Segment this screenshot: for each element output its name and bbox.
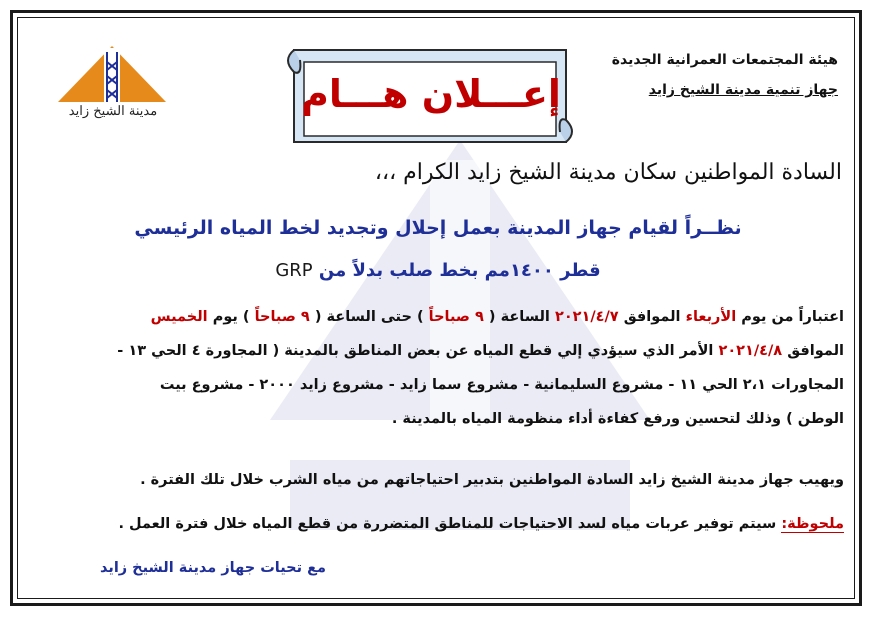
paragraph-line3: المجاورات ٢،١ الحي ١١ - مشروع السليمانية - مشروع سما زايد - مشروع زايد ٢٠٠٠ - مشروع بيت	[159, 377, 844, 393]
main-paragraph	[32, 300, 844, 436]
paragraph-line1	[32, 300, 844, 334]
paragraph-line4: الوطن ) وذلك لتحسين ورفع كفاءة أداء منظومة المياه بالمدينة .	[391, 411, 844, 427]
headline-grp: GRP	[275, 260, 313, 281]
salutation: السادة المواطنين سكان مدينة الشيخ زايد الكرام ،،،	[374, 160, 842, 185]
headline-line1: نظــراً لقيام جهاز المدينة بعمل إحلال وتجديد لخط المياه الرئيسي	[134, 217, 742, 239]
text-segment: الساعة (	[488, 309, 550, 325]
day-wednesday: الأربعاء	[685, 309, 737, 325]
note-label: ملحوظة:	[781, 516, 844, 532]
announcement-title: إعـــلان هـــام	[301, 72, 561, 116]
org-subname: جهاز تنمية مدينة الشيخ زايد	[648, 82, 838, 98]
time-end: ٩ صباحاً	[254, 309, 310, 325]
date-end: ٢٠٢١/٤/٨	[718, 343, 783, 359]
text-segment: ) يوم	[212, 309, 250, 325]
text-segment: اعتباراً من يوم	[741, 309, 844, 325]
advisory-paragraph: ويهيب جهاز مدينة الشيخ زايد السادة المواطنين بتدبير احتياجاتهم من مياه الشرب خلال تلك الفترة .	[140, 472, 844, 488]
paragraph-line2	[32, 334, 844, 368]
note	[32, 516, 844, 532]
time-start: ٩ صباحاً	[428, 309, 484, 325]
org-name: هيئة المجتمعات العمرانية الجديدة	[611, 52, 838, 68]
logo-caption: مدينة الشيخ زايد	[68, 104, 158, 119]
text-segment: الموافق	[623, 309, 681, 325]
text-segment: ) حتى الساعة (	[314, 309, 424, 325]
note-text: سيتم توفير عربات مياه لسد الاحتياجات للمناطق المتضررة من قطع المياه خلال فترة العمل .	[118, 516, 777, 532]
day-thursday: الخميس	[150, 309, 208, 325]
text-segment: الموافق	[787, 343, 844, 359]
closing-signature: مع تحيات جهاز مدينة الشيخ زايد	[100, 560, 326, 576]
headline-line2-text: قطر ١٤٠٠مم بخط صلب بدلاً من	[318, 260, 601, 281]
headline-line2	[30, 260, 846, 281]
text-segment: الأمر الذي سيؤدي إلي قطع المياه عن بعض المناطق بالمدينة ( المجاورة ٤ الحي ١٣ -	[117, 343, 714, 359]
date-start: ٢٠٢١/٤/٧	[554, 309, 619, 325]
